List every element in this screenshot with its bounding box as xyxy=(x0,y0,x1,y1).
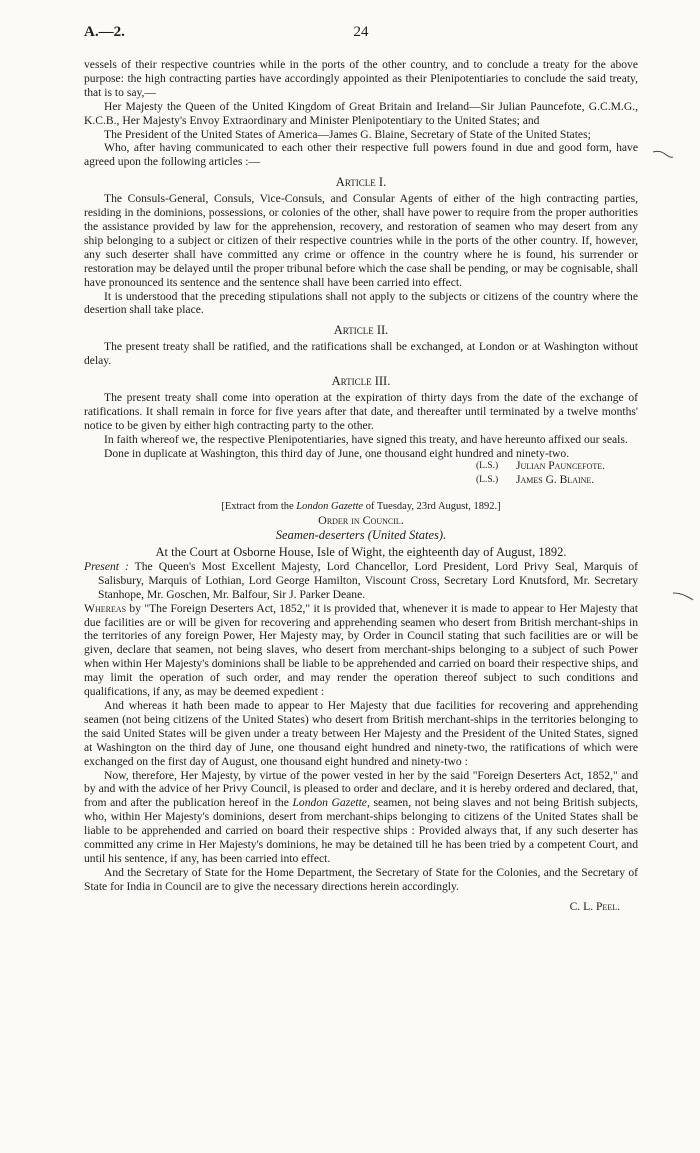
now-paper-name: London Gazette xyxy=(292,796,367,810)
order-signature: C. L. Peel. xyxy=(569,899,620,913)
order-whereas xyxy=(84,602,638,699)
present-label: Present : xyxy=(84,559,129,573)
article-2-paragraph: The present treaty shall be ratified, and the ratifications shall be exchanged, at London or at Washington without delay. xyxy=(84,340,638,368)
article-2-heading: Article II. xyxy=(333,323,389,338)
page-header xyxy=(84,24,638,44)
order-subtitle: Seamen-deserters (United States). xyxy=(275,528,447,543)
order-now-therefore xyxy=(84,769,638,866)
order-heading: Order in Council. xyxy=(318,513,404,528)
treaty-plenipotentiary-us: The President of the United States of America—James G. Blaine, Secretary of State of the United States; xyxy=(104,127,591,141)
order-present xyxy=(84,560,638,602)
treaty-witness: In faith whereof we, the respective Plenipotentiaries, have signed this treaty, and have hereunto affixed our seals. xyxy=(104,432,628,446)
signatory-name: James G. Blaine. xyxy=(516,474,595,487)
page-number: 24 xyxy=(353,24,369,40)
whereas-lead: Whereas xyxy=(84,601,127,615)
section-reference: A.—2. xyxy=(84,24,125,40)
article-1-heading: Article I. xyxy=(335,175,387,190)
whereas-text: by "The Foreign Deserters Act, 1852," it is provided that, whenever it is made to appear to Her Majesty that due facilities are or will be given for recovering and apprehending seamen who desert from British merchant-ships in the territories of any foreign Power, Her Majesty may, by Order in Council stating that such facilities are or will be given, declare that seamen, not being slaves, who desert from merchant-ships belonging to a subject of such Power when within Her Majesty's dominions shall be liable to be apprehended and carried on board their respective ships, and may limit the operation of such order, and may render the operation thereof subject to such conditions and qualifications, if any, as may be deemed expedient : xyxy=(84,601,638,699)
article-1-paragraph-2: It is understood that the preceding stipulations shall not apply to the subjects or citizens of the country where the desertion shall take place. xyxy=(84,289,638,317)
article-3-heading: Article III. xyxy=(331,374,391,389)
order-and-whereas: And whereas it hath been made to appear to Her Majesty that due facilities for recovering and apprehending seamen (not being citizens of the United States) who desert from British merchant-ships in the territories belonging to the said United States will be given under a treaty between Her Majesty and the President of the United States, signed at Washington on the third day of June, one thousand eight hundred and ninety-two, the ratifications of which were exchanged on the first day of August, one thousand eight hundred and ninety-two : xyxy=(84,698,638,768)
gazette-extract-note xyxy=(84,500,638,514)
article-3-paragraph: The present treaty shall come into operation at the expiration of thirty days from the date of the exchange of ratifications. It shall remain in force for five years after that date, and thereafter until terminated by a twelve months' notice to be given by either high contracting party to the other. xyxy=(84,390,638,432)
extract-paper-name: London Gazette xyxy=(296,501,364,513)
margin-mark-icon xyxy=(652,148,674,160)
present-members: The Queen's Most Excellent Majesty, Lord Chancellor, Lord President, Lord Privy Seal, Marquis of Salisbury, Marquis of Lothian, Lord George Hamilton, Viscount Cross, Secretary Lord Knutsford, Mr. Secretary Stanhope, Mr. Goschen, Mr. Balfour, Sir J. Parker Deane. xyxy=(98,559,638,601)
order-court-line: At the Court at Osborne House, Isle of Wight, the eighteenth day of August, 1892. xyxy=(155,545,567,559)
extract-suffix: of Tuesday, 23rd August, 1892.] xyxy=(363,501,501,513)
now-text-prefix: Now, therefore, Her Majesty, by virtue of the power vested in her by the said "Foreign Deserters Act, 1852," and by and with the advice of her Privy Council, is pleased to order and declare, and it is hereby ordered and declared, that, from and after the publication hereof in the xyxy=(84,768,638,810)
signature-line xyxy=(84,474,638,488)
treaty-full-powers: Who, after having communicated to each other their respective full powers found in due and good form, have agreed upon the following articles :— xyxy=(84,141,638,169)
margin-mark-icon xyxy=(672,590,694,602)
now-text-suffix: , seamen, not being slaves and not being British subjects, who, within Her Majesty's dominions, desert from merchant-ships belonging to citizens of the United States shall be liable to be apprehended and carried on board their respective ships : Provided always that, if any such deserter has committed any crime in Her Majesty's dominions, he may be detained till he has been tried by a competent Court, and until his sentence, if any, has been carried into effect. xyxy=(84,796,639,865)
treaty-plenipotentiary-uk: Her Majesty the Queen of the United Kingdom of Great Britain and Ireland—Sir Julian Pauncefote, G.C.M.G., K.C.B., Her Majesty's Envoy Extraordinary and Minister Plenipotentiary to the United States; and xyxy=(84,99,638,127)
treaty-opening: vessels of their respective countries while in the ports of the other country, and to conclude a treaty for the above purpose: the high contracting parties have accordingly appointed as their Plenipotentiaries to conclude the said treaty, that is to say,— xyxy=(84,58,638,99)
extract-prefix: [Extract from the xyxy=(221,501,297,513)
seal-mark: (L.S.) xyxy=(476,475,499,486)
document-body xyxy=(84,58,638,914)
seal-mark: (L.S.) xyxy=(476,461,499,472)
treaty-done: Done in duplicate at Washington, this third day of June, one thousand eight hundred and ninety-two. xyxy=(104,446,570,460)
article-1-paragraph-1: The Consuls-General, Consuls, Vice-Consuls, and Consular Agents of either of the high contracting parties, residing in the dominions, possessions, or colonies of the other, shall have power to require from the proper authorities the assistance provided by law for the apprehension, recovery, and restoration of seamen who may desert from any ship belonging to a subject or citizen of their respective countries while in the ports of the other country. If, however, any such deserter shall have committed any crime or offence in the country where he is found, his surrender or restoration may be delayed until the proper tribunal before which the case shall be pending, or may be cognisable, shall have pronounced its sentence and the sentence shall have been carried into effect. xyxy=(84,192,638,289)
order-directions: And the Secretary of State for the Home Department, the Secretary of State for the Colonies, and the Secretary of State for India in Council are to give the necessary directions herein accordingly. xyxy=(84,865,638,893)
signature-line xyxy=(84,460,638,474)
signatory-name: Julian Pauncefote. xyxy=(516,460,606,473)
